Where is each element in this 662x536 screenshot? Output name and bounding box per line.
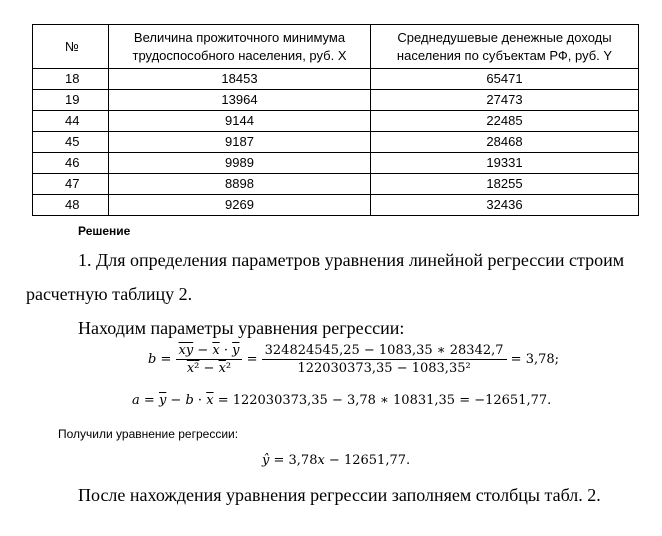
equation-intro: Получили уравнение регрессии:: [58, 427, 239, 441]
cell-number: 18: [33, 69, 109, 90]
cell-x: 9269: [109, 195, 371, 216]
formula-b-denominator: 122030373,35 − 1083,35²: [297, 361, 471, 376]
cell-x: 9187: [109, 132, 371, 153]
formula-b-numerator: 324824545,25 − 1083,35 ∗ 28342,7: [262, 343, 507, 360]
cell-y: 65471: [371, 69, 639, 90]
solution-heading: Решение: [78, 224, 131, 238]
table-row: [33, 111, 639, 132]
data-table: [32, 24, 639, 216]
cell-number: 44: [33, 111, 109, 132]
table-row: [33, 90, 639, 111]
paragraph-1-line-2: расчетную таблицу 2.: [26, 284, 193, 304]
formula-b-result: = 3,78;: [510, 352, 560, 367]
cell-y: 32436: [371, 195, 639, 216]
paragraph-3: После нахождения уравнения регрессии заполняем столбцы табл. 2.: [78, 485, 601, 505]
cell-x: 18453: [109, 69, 371, 90]
cell-number: 19: [33, 90, 109, 111]
cell-y: 27473: [371, 90, 639, 111]
cell-y: 18255: [371, 174, 639, 195]
formula-a: $a = \overline{y} - b \cdot \overline{x} = 122030373,35 - 3,78$ ∗ 10831,35 = −12651,77.: [132, 393, 552, 408]
paragraph-1-line-1: 1. Для определения параметров уравнения линейной регрессии строим: [78, 250, 625, 270]
cell-x: 9144: [109, 111, 371, 132]
paragraph-2: Находим параметры уравнения регрессии:: [78, 318, 405, 338]
cell-x: 9989: [109, 153, 371, 174]
fraction-means: $\frac{\overline{xy} - \overline{x} \cdot \overline{y}}{x^2 - \overline{x}^2}$: [176, 343, 243, 376]
formula-a-values: = 122030373,35 − 3,78 ∗ 10831,35 = −12651,77.: [217, 393, 552, 408]
cell-number: 46: [33, 153, 109, 174]
cell-number: 45: [33, 132, 109, 153]
regression-equation: ŷ = 3,78𝑥 − 12651,77.: [262, 453, 411, 468]
cell-x: 8898: [109, 174, 371, 195]
regression-equation-values: = 3,78𝑥 − 12651,77.: [273, 453, 411, 468]
header-y: Среднедушевые денежные доходы населения по субъектам РФ, руб. Y: [371, 25, 639, 69]
table-row: [33, 174, 639, 195]
table-row: [33, 153, 639, 174]
formula-b: b = $\frac{\overline{xy} - \overline{x} \cdot \overline{y}}{x^2 - \overline{x}^2}$ = $\frac{324824545,25 - 1083,35 ∗ 28342,7}{\text{122030373,35 − 1083,35²}}$ = 3,78;: [148, 343, 560, 376]
cell-y: 22485: [371, 111, 639, 132]
header-x: Величина прожиточного минимума трудоспособного населения, руб. X: [109, 25, 371, 69]
table-row: [33, 132, 639, 153]
cell-number: 47: [33, 174, 109, 195]
header-number: №: [33, 25, 109, 69]
table-row: [33, 195, 639, 216]
table-row: [33, 69, 639, 90]
cell-number: 48: [33, 195, 109, 216]
cell-x: 13964: [109, 90, 371, 111]
cell-y: 19331: [371, 153, 639, 174]
table-header-row: [33, 25, 639, 69]
cell-y: 28468: [371, 132, 639, 153]
fraction-values: [262, 343, 507, 376]
